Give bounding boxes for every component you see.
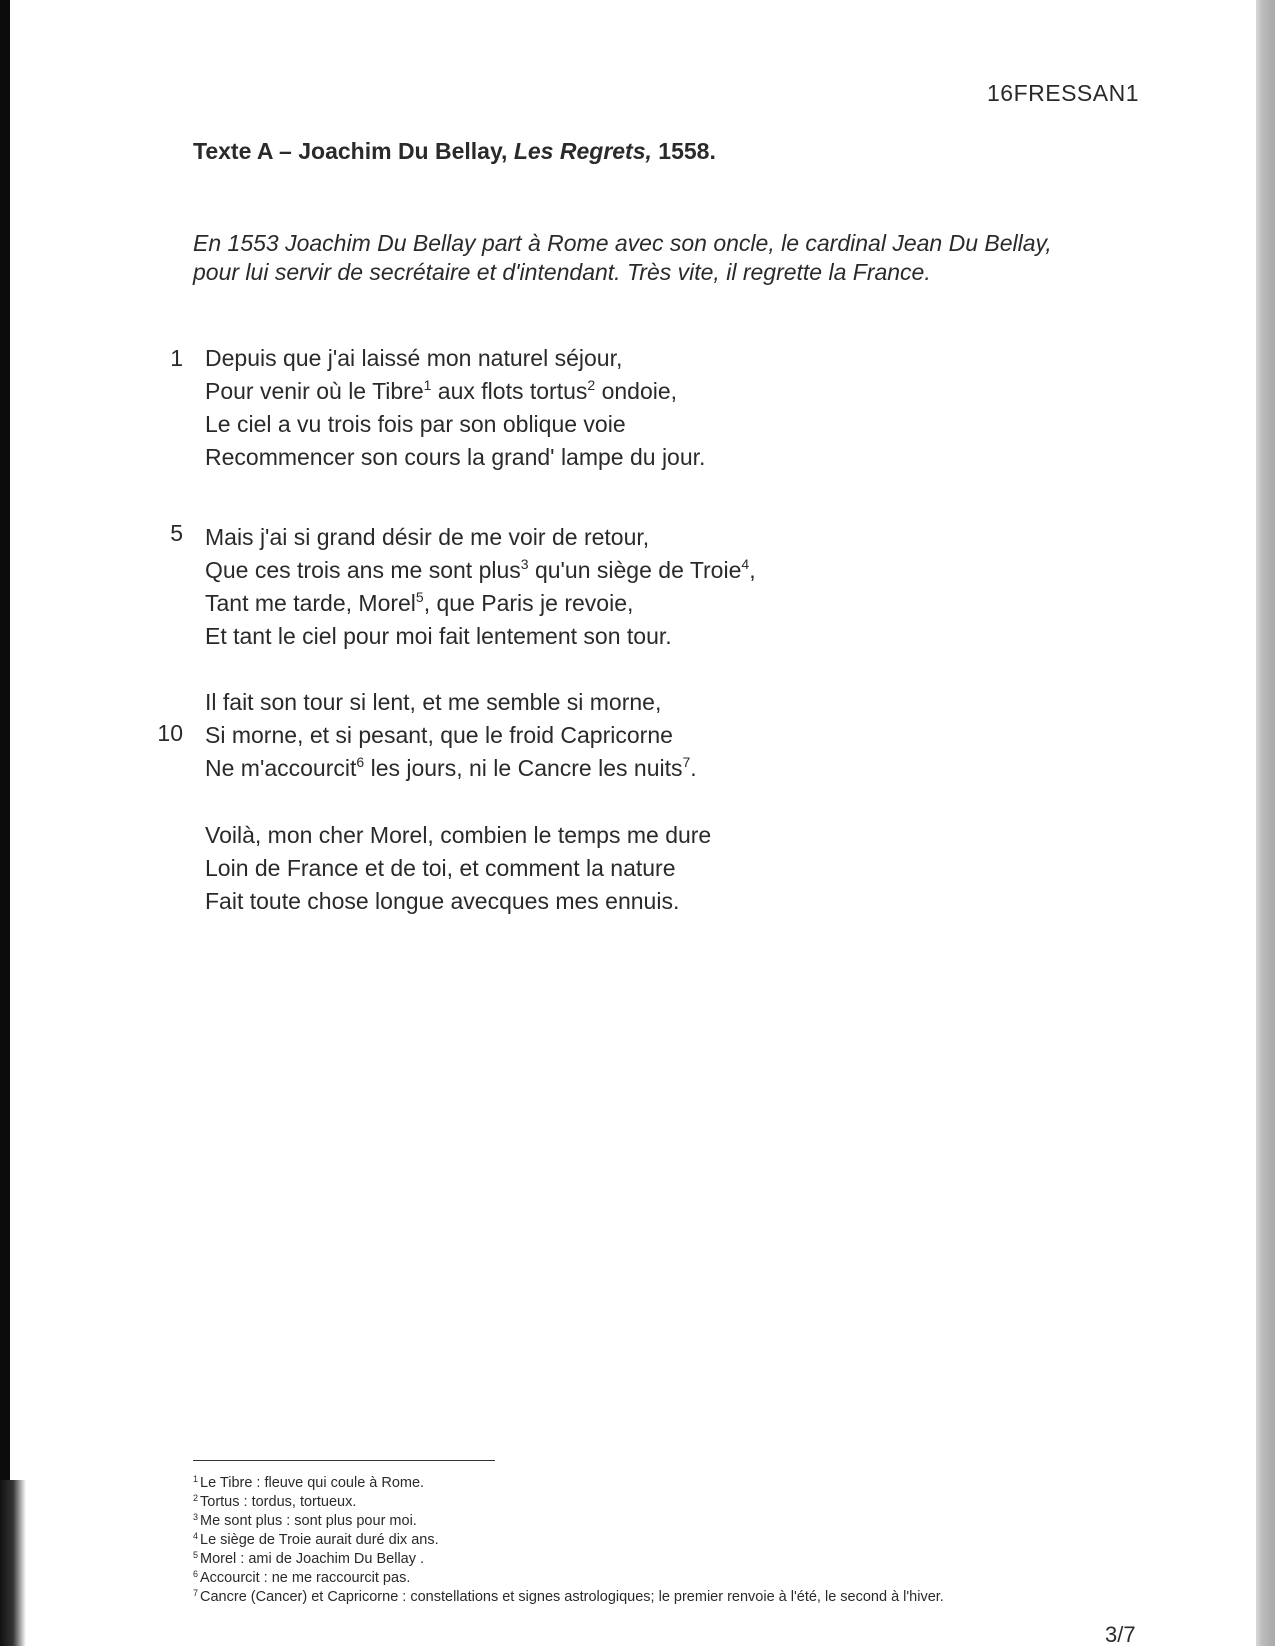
intro-line-1: En 1553 Joachim Du Bellay part à Rome avec son oncle, le cardinal Jean Du Bellay, xyxy=(193,230,1052,256)
verse-line-6 xyxy=(205,556,756,584)
footnote-number: 1 xyxy=(193,1474,199,1484)
footnote-text: Morel : ami de Joachim Du Bellay . xyxy=(200,1551,425,1567)
verse-line-7 xyxy=(205,589,633,617)
footnote-ref: 4 xyxy=(741,556,750,572)
verse-text: Ne m'accourcit xyxy=(205,755,357,781)
footnote-4 xyxy=(193,1531,1253,1550)
footnote-ref: 7 xyxy=(682,754,691,770)
verse-text: ondoie, xyxy=(595,378,678,404)
line-number-10: 10 xyxy=(157,720,183,746)
footnote-number: 7 xyxy=(193,1588,199,1598)
verse-line-8: Et tant le ciel pour moi fait lentement son tour. xyxy=(205,623,672,649)
verse-line-10: Si morne, et si pesant, que le froid Capricorne xyxy=(205,722,673,748)
verse-text: , xyxy=(749,557,756,583)
heading-prefix: Texte A – Joachim Du Bellay, xyxy=(193,138,514,164)
footnote-6 xyxy=(193,1569,1253,1588)
footnotes xyxy=(193,1474,1253,1607)
verse-text: , que Paris je revoie, xyxy=(423,590,634,616)
verse-text: . xyxy=(690,755,697,781)
footnote-ref: 6 xyxy=(356,754,365,770)
footnote-text: Le Tibre : fleuve qui coule à Rome. xyxy=(200,1475,425,1491)
footnote-text: Cancre (Cancer) et Capricorne : constellations et signes astrologiques; le premier renvoie à l'été, le second à l'hiver. xyxy=(200,1589,944,1605)
verse-text: Que ces trois ans me sont plus xyxy=(205,557,521,583)
footnote-1 xyxy=(193,1474,1253,1493)
footnote-ref: 2 xyxy=(587,377,596,393)
verse-line-3: Le ciel a vu trois fois par son oblique voie xyxy=(205,411,626,437)
verse-line-14: Fait toute chose longue avecques mes ennuis. xyxy=(205,888,680,914)
verse-text: les jours, ni le Cancre les nuits xyxy=(364,755,683,781)
verse-text: aux flots tortus xyxy=(431,378,588,404)
line-number-1: 1 xyxy=(170,345,183,371)
footnote-number: 3 xyxy=(193,1512,199,1522)
footnote-3 xyxy=(193,1512,1253,1531)
footnote-2 xyxy=(193,1493,1253,1512)
footnote-number: 5 xyxy=(193,1550,199,1560)
footnote-ref: 5 xyxy=(415,589,424,605)
verse-text: Pour venir où le Tibre xyxy=(205,378,424,404)
footnote-number: 2 xyxy=(193,1493,199,1503)
verse-line-4: Recommencer son cours la grand' lampe du jour. xyxy=(205,444,706,470)
footnote-text: Le siège de Troie aurait duré dix ans. xyxy=(200,1532,439,1548)
verse-text: qu'un siège de Troie xyxy=(528,557,742,583)
line-number-5: 5 xyxy=(170,520,183,546)
footnote-text: Accourcit : ne me raccourcit pas. xyxy=(200,1570,411,1586)
verse-line-5: Mais j'ai si grand désir de me voir de retour, xyxy=(205,524,650,550)
footnote-divider xyxy=(193,1460,495,1461)
footnote-ref: 1 xyxy=(423,377,432,393)
footnote-number: 6 xyxy=(193,1569,199,1579)
verse-line-2 xyxy=(205,377,677,405)
intro-line-2: pour lui servir de secrétaire et d'intendant. Très vite, il regrette la France. xyxy=(193,259,931,285)
verse-text: Tant me tarde, Morel xyxy=(205,590,416,616)
verse-line-12: Voilà, mon cher Morel, combien le temps me dure xyxy=(205,822,712,848)
page-number: 3/7 xyxy=(1105,1622,1136,1647)
document-code: 16FRESSAN1 xyxy=(986,80,1139,106)
footnote-7 xyxy=(193,1588,1253,1607)
verse-line-13: Loin de France et de toi, et comment la nature xyxy=(205,855,676,881)
verse-line-9: Il fait son tour si lent, et me semble si morne, xyxy=(205,689,662,715)
verse-line-11 xyxy=(205,754,697,782)
footnote-text: Me sont plus : sont plus pour moi. xyxy=(200,1513,417,1529)
heading-work-title: Les Regrets, xyxy=(513,138,652,164)
footnote-number: 4 xyxy=(193,1531,199,1541)
heading-year: 1558. xyxy=(651,138,716,164)
footnote-text: Tortus : tordus, tortueux. xyxy=(200,1494,357,1510)
footnote-5 xyxy=(193,1550,1253,1569)
footnote-ref: 3 xyxy=(520,556,529,572)
verse-line-1: Depuis que j'ai laissé mon naturel séjour, xyxy=(205,345,623,371)
